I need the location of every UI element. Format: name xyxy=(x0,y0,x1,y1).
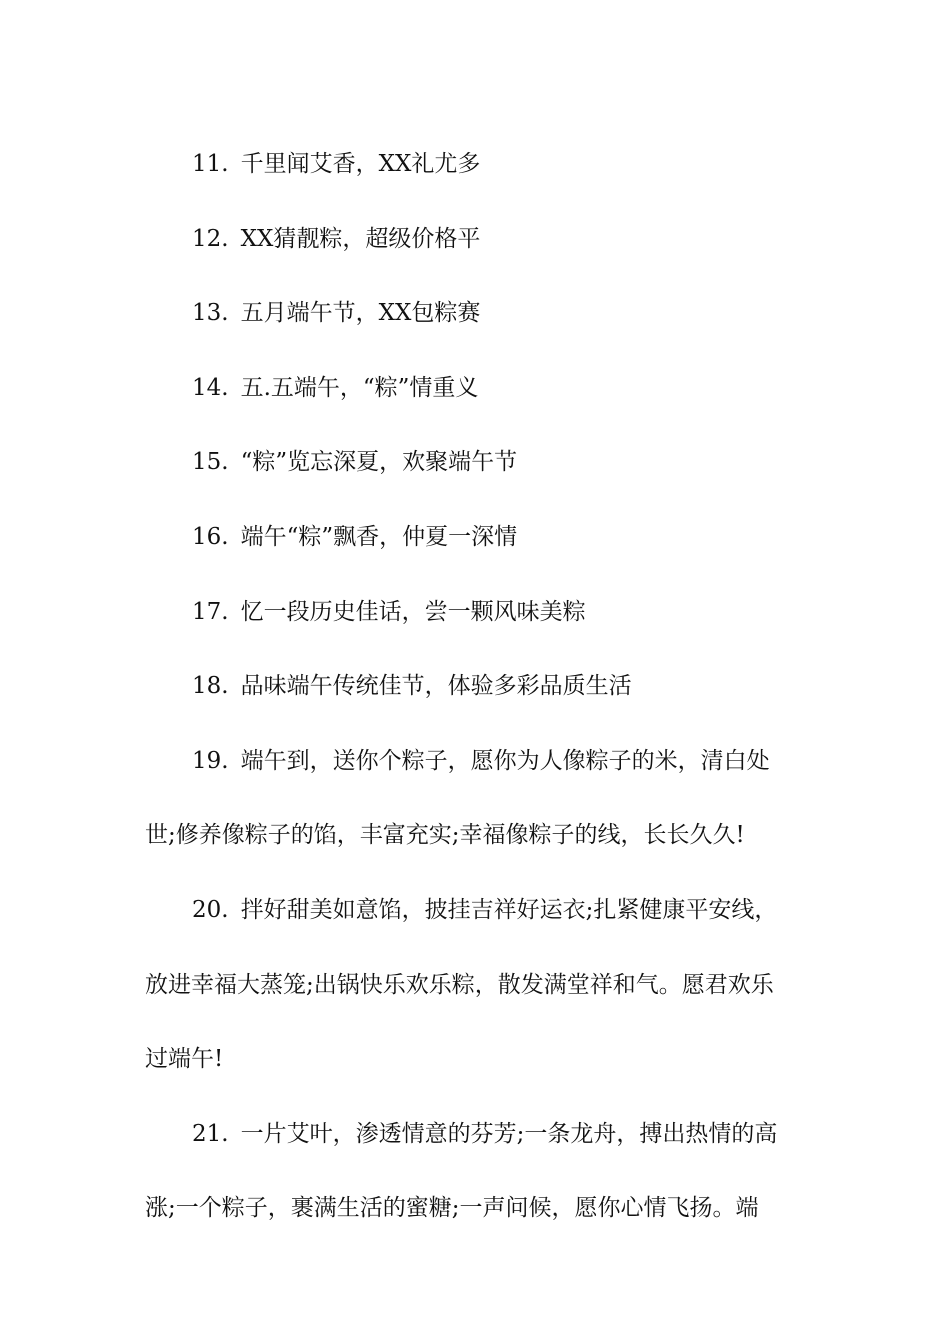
paragraph-line: 世;修养像粽子的馅，丰富充实;幸福像粽子的线，长长久久! xyxy=(145,822,745,849)
paragraph-text: 一片艾叶，渗透情意的芬芳;一条龙舟，搏出热情的高 xyxy=(240,1120,778,1147)
paragraph-21 xyxy=(145,1097,810,1246)
paragraph-line: 涨;一个粽子，裹满生活的蜜糖;一声问候，愿你心情飞扬。端 xyxy=(145,1195,759,1222)
item-text: 忆一段历史佳话，尝一颗风味美粽 xyxy=(240,598,586,625)
item-number: 13. xyxy=(192,300,229,327)
item-text: 五月端午节，XX包粽赛 xyxy=(240,300,481,327)
item-number: 12. xyxy=(192,225,229,252)
item-text: 千里闻艾香，XX礼尤多 xyxy=(240,151,481,177)
paragraph-line xyxy=(145,873,810,948)
item-number: 15. xyxy=(192,449,229,476)
list-item xyxy=(145,575,810,650)
item-number: 14. xyxy=(192,374,229,401)
item-number: 18. xyxy=(192,673,229,700)
item-text: “粽”览忘深夏，欢聚端午节 xyxy=(240,449,518,476)
paragraph-line xyxy=(145,1097,810,1172)
item-number: 11. xyxy=(192,151,229,177)
paragraph-number: 20. xyxy=(192,896,229,923)
document-body xyxy=(145,127,810,1246)
item-number: 16. xyxy=(192,523,229,550)
list-item xyxy=(145,649,810,724)
item-text: 品味端午传统佳节，体验多彩品质生活 xyxy=(240,673,632,700)
item-number: 17. xyxy=(192,598,229,625)
item-text: XX猜靓粽，超级价格平 xyxy=(240,225,481,252)
item-text: 端午“粽”飘香，仲夏一深情 xyxy=(240,523,518,550)
paragraph-line xyxy=(145,724,810,799)
list-item xyxy=(145,425,810,500)
paragraph-text: 端午到，送你个粽子，愿你为人像粽子的米，清白处 xyxy=(240,747,770,774)
paragraph-19 xyxy=(145,724,810,873)
list-item xyxy=(145,202,810,277)
list-item xyxy=(145,276,810,351)
paragraph-line: 放进幸福大蒸笼;出锅快乐欢乐粽，散发满堂祥和气。愿君欢乐 xyxy=(145,971,774,998)
paragraph-number: 19. xyxy=(192,747,229,774)
paragraph-line: 过端午! xyxy=(145,1046,224,1073)
item-text: 五.五端午，“粽”情重义 xyxy=(240,374,479,401)
list-item xyxy=(145,500,810,575)
list-item xyxy=(145,127,810,202)
paragraph-20 xyxy=(145,873,810,1097)
list-item xyxy=(145,351,810,426)
paragraph-number: 21. xyxy=(192,1120,229,1147)
paragraph-text: 拌好甜美如意馅，披挂吉祥好运衣;扎紧健康平安线， xyxy=(240,896,778,923)
